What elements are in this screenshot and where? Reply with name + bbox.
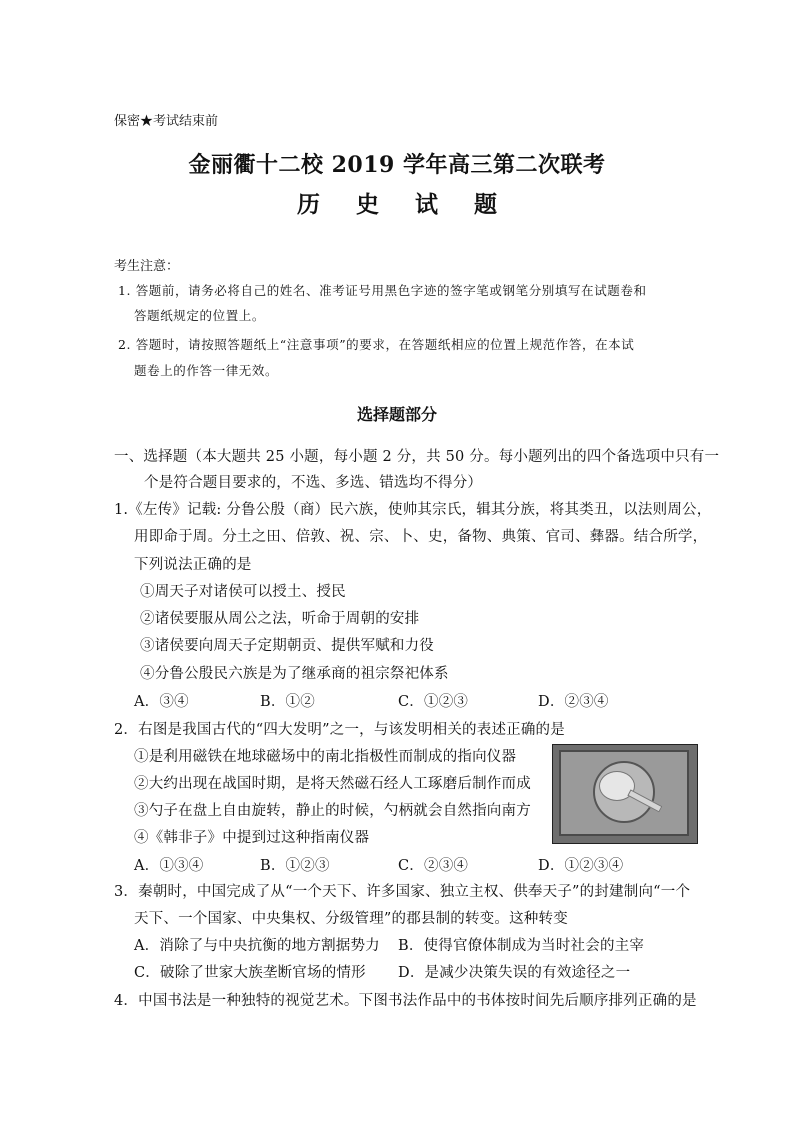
- q1-statement-4: ④分鲁公殷民六族是为了继承商的祖宗祭祀体系: [140, 666, 449, 682]
- part1-instructions-cont: 个是符合题目要求的，不选、多选、错选均不得分）: [144, 475, 483, 491]
- q2-statement-3: ③勺子在盘上自由旋转，静止的时候，勺柄就会自然指向南方: [134, 803, 531, 819]
- q2-statement-4: ④《韩非子》中提到过这种指南仪器: [134, 830, 370, 846]
- q1-statement-3: ③诸侯要向周天子定期朝贡、提供军赋和力役: [140, 638, 434, 654]
- q3-option-a: A．消除了与中央抗衡的地方割据势力: [134, 938, 380, 954]
- part1-instructions: 一、选择题（本大题共 25 小题，每小题 2 分，共 50 分。每小题列出的四个备选项中只有一: [114, 449, 720, 465]
- q1-statement-2: ②诸侯要服从周公之法，听命于周朝的安排: [140, 611, 420, 627]
- q3-stem-2: 天下、一个国家、中央集权、分级管理”的郡县制的转变。这种转变: [134, 911, 568, 927]
- q1-stem: 1.《左传》记载: 分鲁公殷（商）民六族，使帅其宗氏，辑其分族，将其类丑，以法则周公，: [114, 502, 712, 518]
- q1-option-c: C．①②③: [398, 694, 469, 710]
- confidential-label: 保密★考试结束前: [114, 114, 219, 129]
- section-title: 选择题部分: [356, 405, 437, 424]
- notice-item-1-cont: 答题纸规定的位置上。: [134, 308, 266, 323]
- q4-stem: 4．中国书法是一种独特的视觉艺术。下图书法作品中的书体按时间先后顺序排列正确的是: [114, 993, 697, 1009]
- exam-title: 金丽衢十二校 2019 学年高三第二次联考: [188, 152, 606, 178]
- q3-option-d: D．是减少决策失误的有效途径之一: [398, 965, 631, 981]
- q2-option-c: C．②③④: [398, 858, 469, 874]
- notice-item-1: 1. 答题前，请务必将自己的姓名、准考证号用黑色字迹的签字笔或钢笔分别填写在试题卷和: [118, 283, 647, 298]
- q3-option-b: B．使得官僚体制成为当时社会的主宰: [398, 938, 645, 954]
- q1-statement-1: ①周天子对诸侯可以授土、授民: [140, 584, 346, 600]
- q2-statement-2: ②大约出现在战国时期，是将天然磁石经人工琢磨后制作而成: [134, 776, 531, 792]
- q2-statement-1: ①是利用磁铁在地球磁场中的南北指极性而制成的指向仪器: [134, 749, 517, 765]
- q1-stem-3: 下列说法正确的是: [134, 557, 252, 573]
- q1-option-d: D．②③④: [538, 694, 609, 710]
- q2-stem: 2．右图是我国古代的“四大发明”之一，与该发明相关的表述正确的是: [114, 722, 565, 738]
- q2-option-d: D．①②③④: [538, 858, 624, 874]
- compass-image: [552, 744, 698, 844]
- q3-option-c: C．破除了世家大族垄断官场的情形: [134, 965, 366, 981]
- notice-item-2-cont: 题卷上的作答一律无效。: [134, 363, 279, 378]
- q2-option-b: B．①②③: [260, 858, 330, 874]
- subject-title: 历 史 试 题: [296, 191, 512, 218]
- q1-stem-2: 用即命于周。分土之田、倍敦、祝、宗、卜、史，备物、典策、官司、彝器。结合所学，: [134, 529, 708, 545]
- q3-stem: 3．秦朝时，中国完成了从“一个天下、许多国家、独立主权、供奉天子”的封建制向“一个: [114, 884, 691, 900]
- notice-item-2: 2. 答题时，请按照答题纸上“注意事项”的要求，在答题纸相应的位置上规范作答，在本试: [118, 337, 635, 352]
- q1-option-a: A．③④: [134, 694, 189, 710]
- notice-heading: 考生注意：: [114, 259, 180, 274]
- q1-option-b: B．①②: [260, 694, 315, 710]
- q2-option-a: A．①③④: [134, 858, 204, 874]
